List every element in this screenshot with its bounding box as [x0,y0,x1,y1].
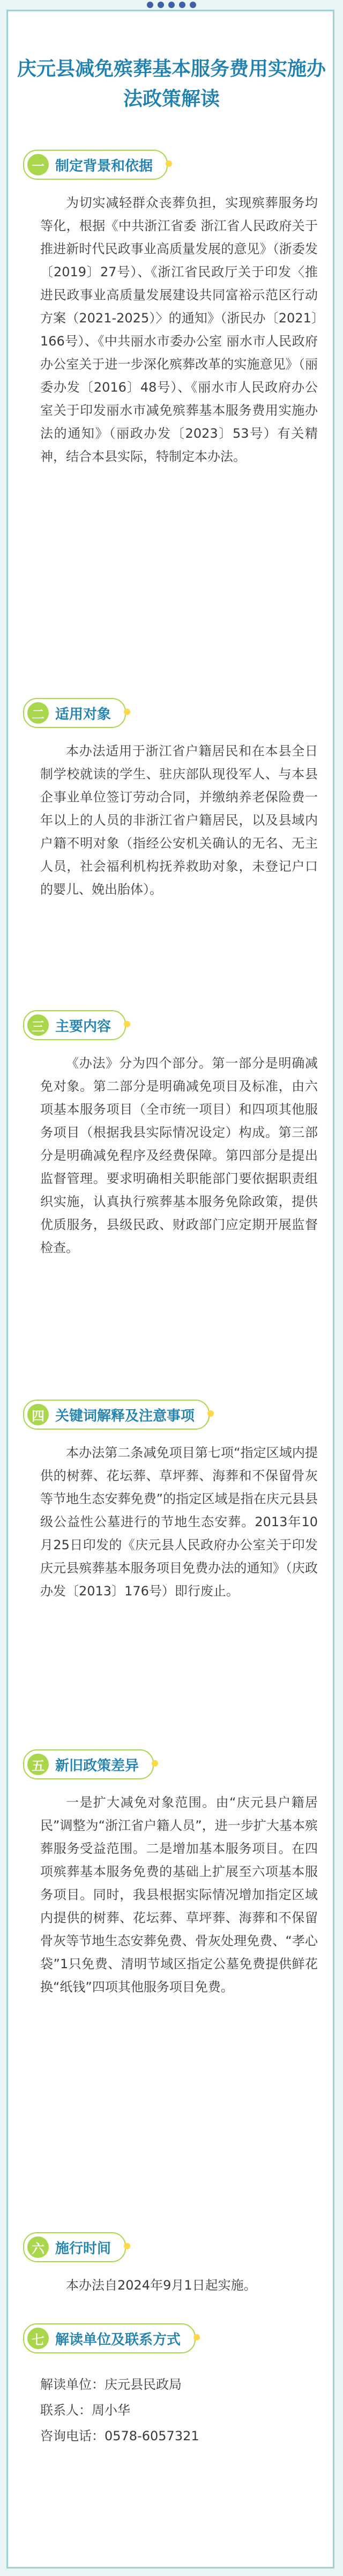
article-card [6,10,334,2568]
decoration-dot [158,2,164,8]
article-content [16,11,327,114]
top-decoration [0,0,343,11]
section-body-2: 本办法适用于浙江省户籍居民和在本县全日制学校就读的学生、驻庆部队现役军人、与本县企事业单位签订劳动合同，并缴纳养老保险费一年以上的人员的非浙江省户籍居民，以及县域内户籍不明对象（指经公安机关确认的无名、无主人员，社会福利机构抚养救助对象，未登记户口的婴儿、娩出胎体）。 [40,744,318,897]
section-title: 主要内容 [55,1018,111,1035]
contact-unit: 解读单位：庆元县民政局 [40,2377,182,2392]
section-title: 关键词解释及注意事项 [55,1408,195,1424]
decoration-dot [124,1021,130,1027]
decoration-dot [124,2243,130,2249]
decoration-dot [179,2,185,8]
section-heading-3 [23,1010,126,1040]
section-number: 四 [27,1404,49,1425]
section-heading-7 [23,2323,196,2353]
section-heading-2 [23,698,126,728]
contact-phone[interactable]: 咨询电话：0578-6057321 [40,2428,199,2443]
section-title: 解读单位及联系方式 [55,2331,181,2348]
decoration-dot [147,2,153,8]
section-heading-4 [23,1400,210,1430]
contact-info [40,2372,199,2449]
decoration-dot [166,160,172,167]
decoration-dot [190,2,196,8]
section-number: 七 [27,2328,49,2349]
section-body-4: 本办法第二条减免项目第七项“指定区域内提供的树葬、花坛葬、草坪葬、海葬和不保留骨灰等节地生态安葬免费”的指定区域是指在庆元县县级公益性公墓进行的节地生态安葬。2013年10月25日印发的《庆元县人民政府办公室关于印发庆元县殡葬基本服务项目免费办法的通知》（庆政办发〔2013〕176号）即行废止。 [40,1445,318,1599]
decoration-dot [207,1410,214,1417]
decoration-dot [152,1760,158,1767]
section-number: 二 [27,702,49,724]
decoration-dot [168,2,175,8]
section-body-5: 一是扩大减免对象范围。由“庆元县户籍居民”调整为“浙江省户籍人员”，进一步扩大基本殡葬服务受益范围。二是增加基本服务项目。在四项殡葬基本服务免费的基础上扩展至六项基本服务项目。同时，我县根据实际情况增加指定区域内提供的树葬、花坛葬、草坪葬、海葬和不保留骨灰等节地生态安葬免费、骨灰处理免费、“孝心袋”1只免费、清明节域区指定公墓免费提供鲜花换“纸钱”四项其他服务项目免费。 [40,1795,318,1994]
section-body-6: 本办法自2024年9月1日起实施。 [66,2278,257,2293]
section-body-3: 《办法》分为四个部分。第一部分是明确减免对象。第二部分是明确减免项目及标准，由六项基本服务项目（全市统一项目）和四项其他服务项目（根据我县实际情况设定）构成。第三部分是明确减免程序及经费保障。第四部分是提出监督管理。要求明确相关职能部门要依据职责组织实施，认真执行殡葬基本服务免除政策，提供优质服务，县级民政、财政部门应定期开展监督检查。 [40,1056,318,1255]
section-heading-1 [23,150,168,180]
decoration-dot [193,2334,200,2341]
section-heading-5 [23,1749,154,1779]
section-number: 三 [27,1014,49,1036]
page-title: 庆元县减免殡葬基本服务费用实施办法政策解读 [17,58,326,110]
decoration-dot [124,709,130,715]
section-title: 制定背景和依据 [55,158,153,174]
contact-person: 联系人：周小华 [40,2403,130,2418]
section-number: 五 [27,1754,49,1775]
section-body-1: 为切实减轻群众丧葬负担，实现殡葬服务均等化，根据《中共浙江省委 浙江省人民政府关于推进新时代民政事业高质量发展的意见》（浙委发〔2019〕27号）、《浙江省民政厅关于印发〈推进民政事业高质量发展建设共同富裕示范区行动方案（2021-2025）〉的通知》（浙民办〔2021〕166号）、《中共丽水市委办公室 丽水市人民政府办公室关于进一步深化殡葬改革的实施意见》（丽委办发〔2016〕48号）、《丽水市人民政府办公室关于印发丽水市减免殡葬基本服务费用实施办法的通知》（丽政办发〔2023〕53号）有关精神，结合本县实际，特制定本办法。 [40,195,318,464]
section-number: 六 [27,2236,49,2258]
section-title: 施行时间 [55,2240,111,2257]
section-number: 一 [27,154,49,175]
section-title: 适用对象 [55,706,111,723]
section-title: 新旧政策差异 [55,1757,139,1774]
section-heading-6 [23,2232,126,2262]
